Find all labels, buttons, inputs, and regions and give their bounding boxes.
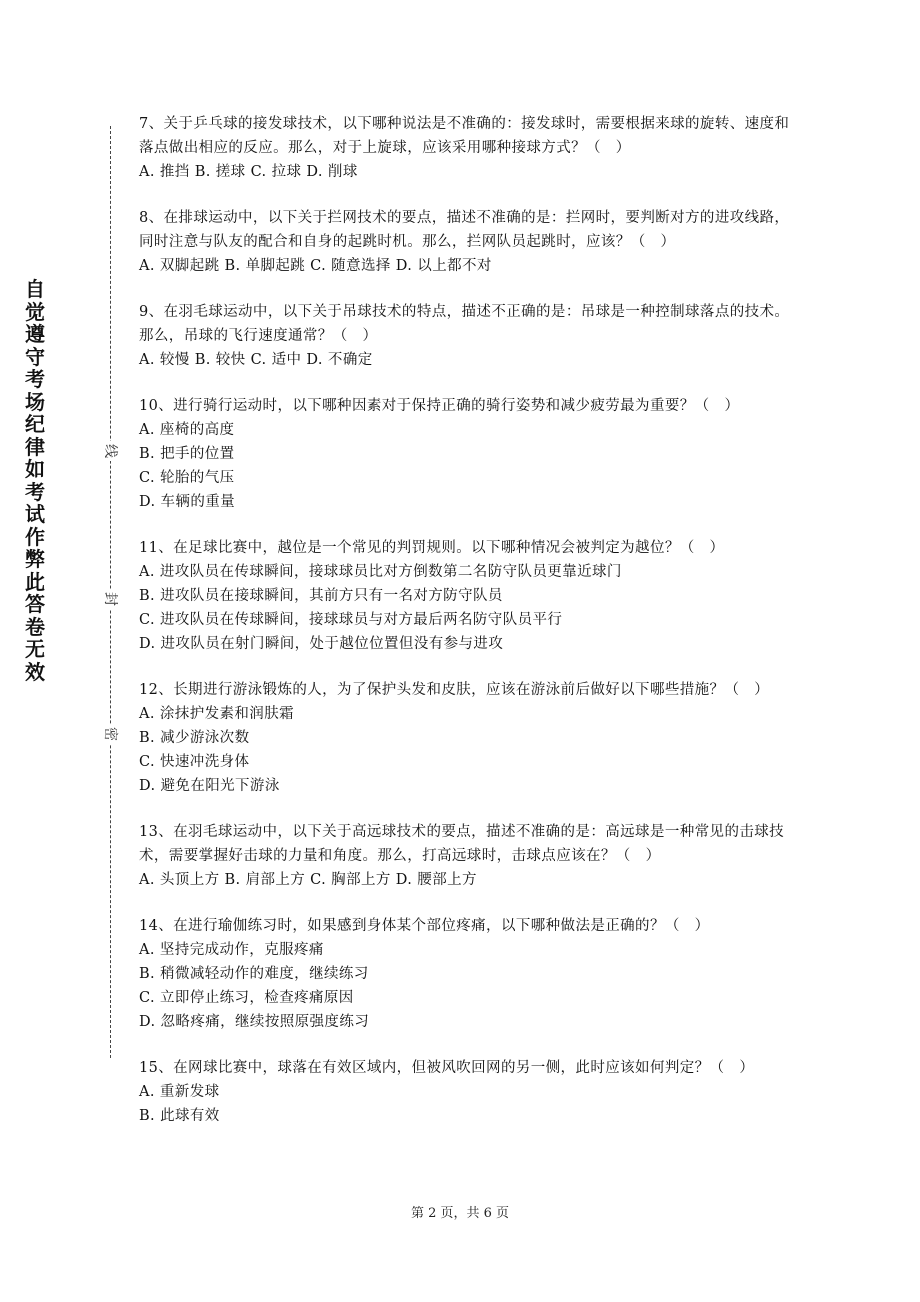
page-number: 第 2 页，共 6 页 <box>410 1206 510 1221</box>
binding-label-line: 线 <box>101 441 119 461</box>
question-options: A. 较慢 B. 较快 C. 适中 D. 不确定 <box>139 352 373 368</box>
question-12 <box>139 678 794 798</box>
exam-discipline-notice: 自觉遵守考场纪律如考试作弊此答卷无效 <box>25 277 45 684</box>
question-13 <box>139 820 794 892</box>
option-b: B. 减少游泳次数 <box>139 730 250 746</box>
question-options: A. 头顶上方 B. 肩部上方 C. 胸部上方 D. 腰部上方 <box>139 872 477 888</box>
option-a: A. 坚持完成动作，克服疼痛 <box>139 942 324 958</box>
question-7 <box>139 112 794 184</box>
question-stem: 10、进行骑行运动时，以下哪种因素对于保持正确的骑行姿势和减少疲劳最为重要？（ ） <box>139 398 740 414</box>
question-stem: 8、在排球运动中，以下关于拦网技术的要点，描述不准确的是：拦网时，要判断对方的进攻线路，同时注意与队友的配合和自身的起跳时机。那么，拦网队员起跳时，应该？（ ） <box>139 210 790 250</box>
question-8 <box>139 206 794 278</box>
question-stem: 15、在网球比赛中，球落在有效区域内，但被风吹回网的另一侧，此时应该如何判定？（ ） <box>139 1060 755 1076</box>
question-14 <box>139 914 794 1034</box>
option-c: C. 进攻队员在传球瞬间，接球球员与对方最后两名防守队员平行 <box>139 612 563 628</box>
option-d: D. 进攻队员在射门瞬间，处于越位位置但没有参与进攻 <box>139 636 504 652</box>
question-stem: 11、在足球比赛中，越位是一个常见的判罚规则。以下哪种情况会被判定为越位？（ ） <box>139 540 725 556</box>
option-a: A. 进攻队员在传球瞬间，接球球员比对方倒数第二名防守队员更靠近球门 <box>139 564 622 580</box>
option-d: D. 避免在阳光下游泳 <box>139 778 280 794</box>
question-15 <box>139 1056 794 1128</box>
option-b: B. 此球有效 <box>139 1108 220 1124</box>
option-a: A. 座椅的高度 <box>139 422 235 438</box>
question-11 <box>139 536 794 656</box>
question-options: A. 推挡 B. 搓球 C. 拉球 D. 削球 <box>139 164 358 180</box>
question-10 <box>139 394 794 514</box>
option-d: D. 车辆的重量 <box>139 494 236 510</box>
binding-label-seal: 封 <box>101 589 119 609</box>
binding-label-secret: 密 <box>101 724 119 744</box>
option-a: A. 重新发球 <box>139 1084 220 1100</box>
question-stem: 9、在羽毛球运动中，以下关于吊球技术的特点，描述不正确的是：吊球是一种控制球落点的技术。那么，吊球的飞行速度通常？（ ） <box>139 304 790 344</box>
question-stem: 12、长期进行游泳锻炼的人，为了保护头发和皮肤，应该在游泳前后做好以下哪些措施？（ ） <box>139 682 770 698</box>
option-c: C. 轮胎的气压 <box>139 470 235 486</box>
option-c: C. 快速冲洗身体 <box>139 754 250 770</box>
question-9 <box>139 300 794 372</box>
question-stem: 14、在进行瑜伽练习时，如果感到身体某个部位疼痛，以下哪种做法是正确的？（ ） <box>139 918 710 934</box>
question-options: A. 双脚起跳 B. 单脚起跳 C. 随意选择 D. 以上都不对 <box>139 258 492 274</box>
question-stem: 13、在羽毛球运动中，以下关于高远球技术的要点，描述不准确的是：高远球是一种常见的击球技术，需要掌握好击球的力量和角度。那么，打高远球时，击球点应该在？（ ） <box>139 824 785 864</box>
option-a: A. 涂抹护发素和润肤霜 <box>139 706 294 722</box>
option-d: D. 忽略疼痛，继续按照原强度练习 <box>139 1014 370 1030</box>
question-list <box>139 112 794 1150</box>
option-c: C. 立即停止练习，检查疼痛原因 <box>139 990 354 1006</box>
option-b: B. 把手的位置 <box>139 446 235 462</box>
question-stem: 7、关于乒乓球的接发球技术，以下哪种说法是不准确的：接发球时，需要根据来球的旋转、速度和落点做出相应的反应。那么，对于上旋球，应该采用哪种接球方式？（ ） <box>139 116 790 156</box>
option-b: B. 稍微减轻动作的难度，继续练习 <box>139 966 369 982</box>
option-b: B. 进攻队员在接球瞬间，其前方只有一名对方防守队员 <box>139 588 503 604</box>
